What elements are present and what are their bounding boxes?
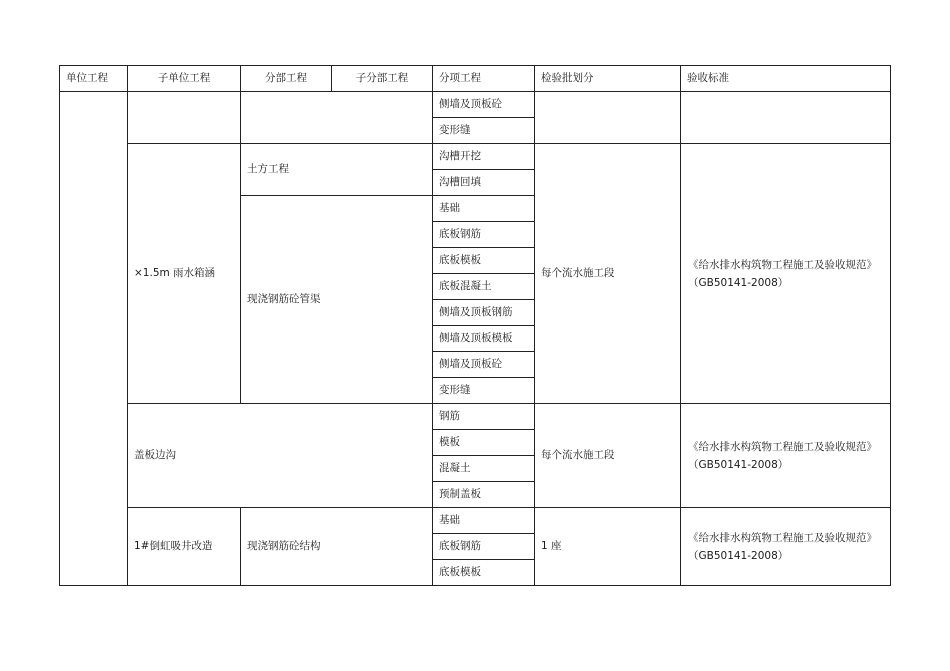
standard-cell: 《给水排水构筑物工程施工及验收规范》（GB50141-2008） <box>681 508 891 586</box>
standard-cell: 《给水排水构筑物工程施工及验收规范》（GB50141-2008） <box>681 144 891 404</box>
table-row <box>60 92 891 118</box>
item-cell: 底板混凝土 <box>433 274 535 300</box>
item-cell: 基础 <box>433 196 535 222</box>
item-cell: 沟槽开挖 <box>433 144 535 170</box>
sub-unit-cell-empty <box>128 92 241 144</box>
batch-cell: 1 座 <box>535 508 681 586</box>
batch-cell-empty <box>535 92 681 144</box>
item-cell: 侧墙及顶板钢筋 <box>433 300 535 326</box>
item-cell: 模板 <box>433 430 535 456</box>
header-batch-division: 检验批划分 <box>535 66 681 92</box>
item-cell: 变形缝 <box>433 378 535 404</box>
item-cell: 侧墙及顶板砼 <box>433 92 535 118</box>
header-unit-project: 单位工程 <box>60 66 128 92</box>
header-sub-part-project: 子分部工程 <box>332 66 433 92</box>
header-row <box>60 66 891 92</box>
header-item-project: 分项工程 <box>433 66 535 92</box>
item-cell: 沟槽回填 <box>433 170 535 196</box>
standard-cell: 《给水排水构筑物工程施工及验收规范》（GB50141-2008） <box>681 404 891 508</box>
table-row <box>60 404 891 430</box>
part-earthwork: 土方工程 <box>241 144 433 196</box>
part-cast-in-place-structure: 现浇钢筋砼结构 <box>241 508 433 586</box>
unit-project-cell <box>60 92 128 586</box>
batch-cell: 每个流水施工段 <box>535 144 681 404</box>
table-row <box>60 144 891 170</box>
table-row <box>60 508 891 534</box>
item-cell: 底板模板 <box>433 560 535 586</box>
sub-unit-cover-plate-ditch: 盖板边沟 <box>128 404 433 508</box>
item-cell: 底板模板 <box>433 248 535 274</box>
header-part-project: 分部工程 <box>241 66 332 92</box>
item-cell: 预制盖板 <box>433 482 535 508</box>
part-cell-empty <box>241 92 433 144</box>
item-cell: 底板钢筋 <box>433 222 535 248</box>
item-cell: 侧墙及顶板砼 <box>433 352 535 378</box>
item-cell: 混凝土 <box>433 456 535 482</box>
item-cell: 变形缝 <box>433 118 535 144</box>
item-cell: 钢筋 <box>433 404 535 430</box>
sub-unit-box-culvert: ×1.5m 雨水箱涵 <box>128 144 241 404</box>
item-cell: 底板钢筋 <box>433 534 535 560</box>
item-cell: 侧墙及顶板模板 <box>433 326 535 352</box>
header-sub-unit-project: 子单位工程 <box>128 66 241 92</box>
sub-unit-siphon-well: 1#倒虹吸井改造 <box>128 508 241 586</box>
item-cell: 基础 <box>433 508 535 534</box>
standard-cell-empty <box>681 92 891 144</box>
acceptance-division-table <box>59 65 891 586</box>
batch-cell: 每个流水施工段 <box>535 404 681 508</box>
part-cast-in-place-culvert: 现浇钢筋砼管渠 <box>241 196 433 404</box>
header-acceptance-standard: 验收标准 <box>681 66 891 92</box>
